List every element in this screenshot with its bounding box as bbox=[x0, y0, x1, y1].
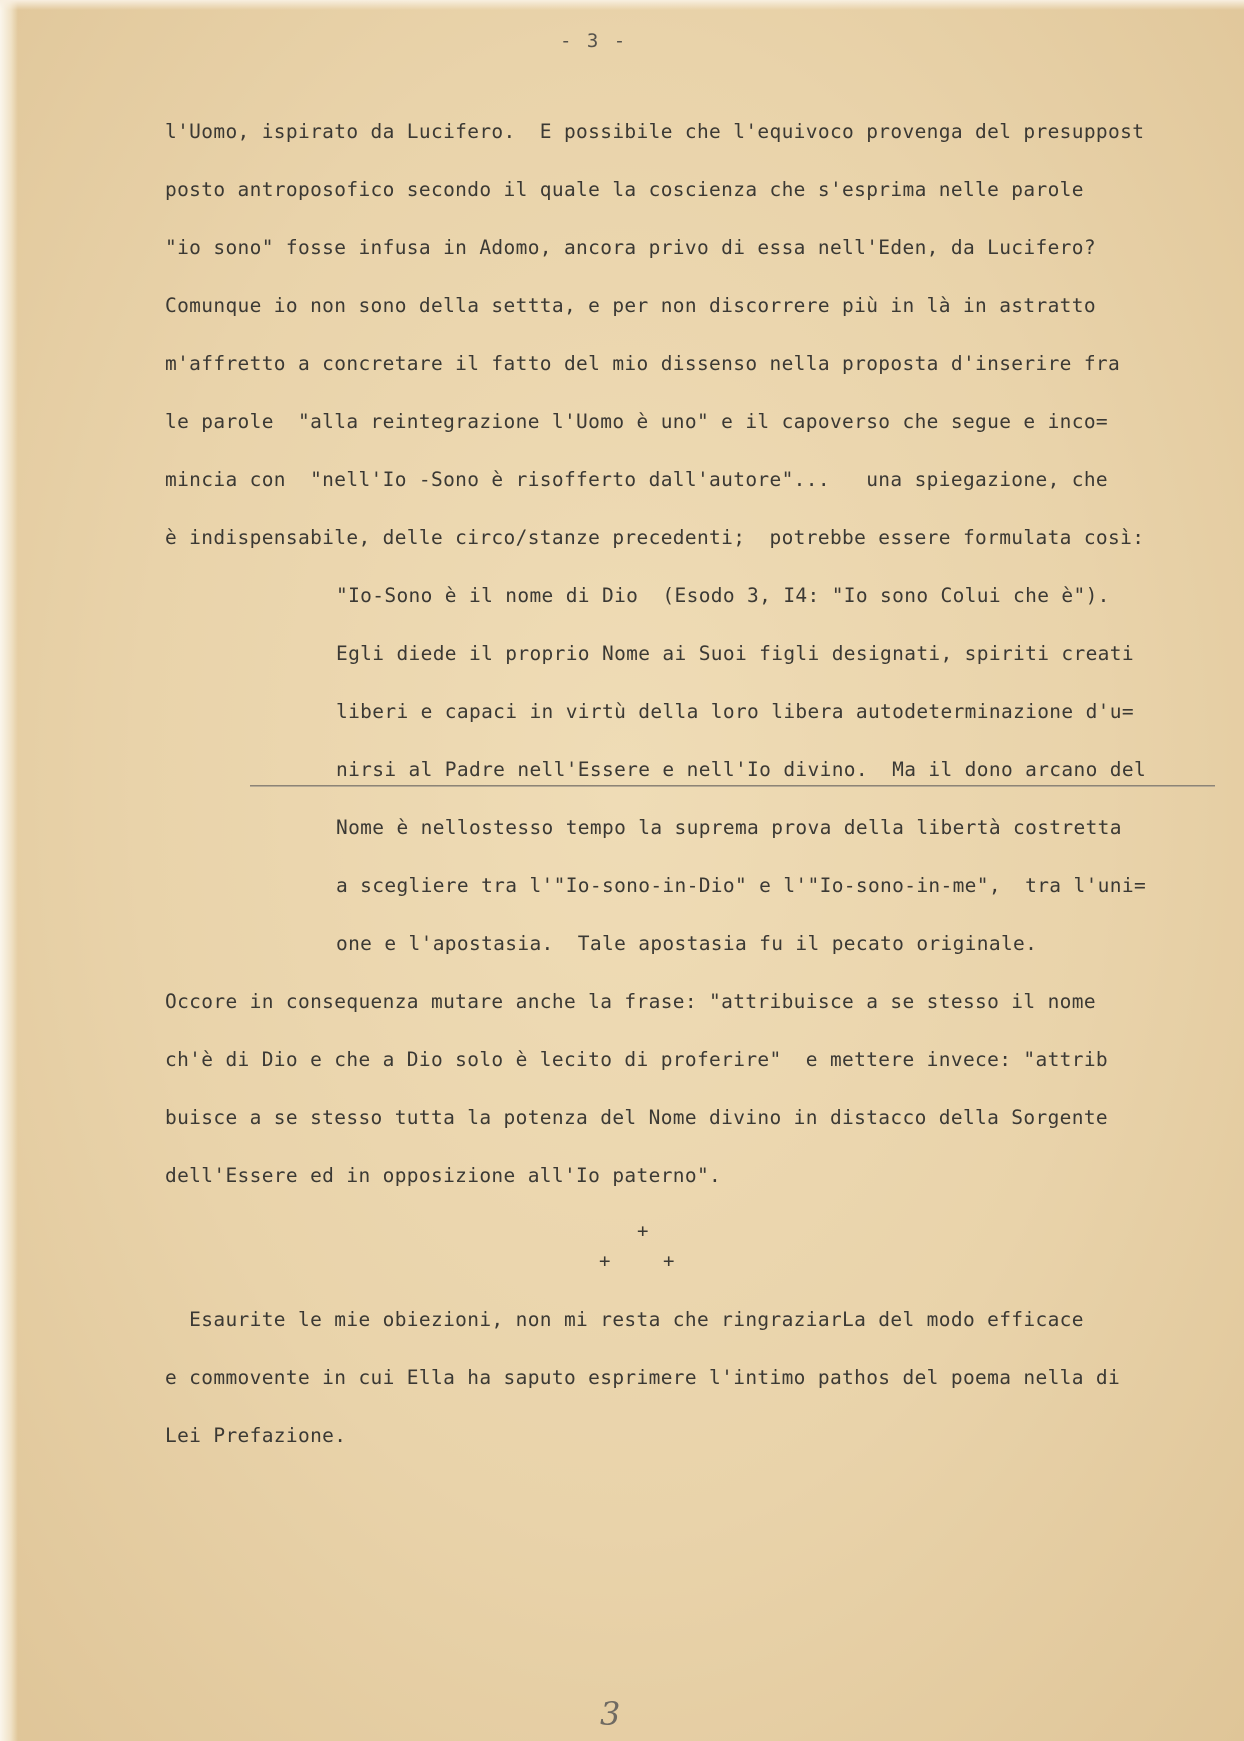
text-line: dell'Essere ed in opposizione all'Io paterno". bbox=[165, 1164, 722, 1187]
text-line: "io sono" fosse infusa in Adomo, ancora privo di essa nell'Eden, da Lucifero? bbox=[165, 236, 1096, 259]
text-line: è indispensabile, delle circo/stanze precedenti; potrebbe essere formulata così: bbox=[165, 526, 1145, 549]
paper-top-edge bbox=[0, 0, 1244, 10]
quote-line: Egli diede il proprio Nome ai Suoi figli designati, spiriti creati bbox=[336, 642, 1134, 665]
text-line: Lei Prefazione. bbox=[165, 1424, 347, 1447]
text-line: buisce a se stesso tutta la potenza del Nome divino in distacco della Sorgente bbox=[165, 1106, 1109, 1129]
text-line: posto antroposofico secondo il quale la coscienza che s'esprima nelle parole bbox=[165, 178, 1084, 201]
text-line: Occore in consequenza mutare anche la frase: "attribuisce a se stesso il nome bbox=[165, 990, 1096, 1013]
text-line: mincia con "nell'Io -Sono è risofferto dall'autore"... una spiegazione, che bbox=[165, 468, 1109, 491]
text-line: l'Uomo, ispirato da Lucifero. E possibile che l'equivoco provenga del presuppost bbox=[165, 120, 1145, 143]
text-line: Esaurite le mie obiezioni, non mi resta che ringraziarLa del modo efficace bbox=[165, 1308, 1084, 1331]
quote-line: nirsi al Padre nell'Essere e nell'Io divino. Ma il dono arcano del bbox=[336, 758, 1147, 781]
text-line: Comunque io non sono della settta, e per non discorrere più in là in astratto bbox=[165, 294, 1096, 317]
quote-line: "Io-Sono è il nome di Dio (Esodo 3, I4: "Io sono Colui che è"). bbox=[336, 584, 1110, 607]
quote-line: one e l'apostasia. Tale apostasia fu il pecato originale. bbox=[336, 932, 1038, 955]
quote-line: a scegliere tra l'"Io-sono-in-Dio" e l'"Io-sono-in-me", tra l'uni= bbox=[336, 874, 1147, 897]
separator-cross: + bbox=[599, 1250, 611, 1272]
text-line: e commovente in cui Ella ha saputo esprimere l'intimo pathos del poema nella di bbox=[165, 1366, 1121, 1389]
text-line: m'affretto a concretare il fatto del mio dissenso nella proposta d'inserire fra bbox=[165, 352, 1121, 375]
text-line: le parole "alla reintegrazione l'Uomo è uno" e il capoverso che segue e inco= bbox=[165, 410, 1109, 433]
quote-line: liberi e capaci in virtù della loro libera autodeterminazione d'u= bbox=[336, 700, 1134, 723]
text-line: ch'è di Dio e che a Dio solo è lecito di proferire" e mettere invece: "attrib bbox=[165, 1048, 1109, 1071]
quote-line: Nome è nellostesso tempo la suprema prova della libertà costretta bbox=[336, 816, 1122, 839]
handwritten-page-number: 3 bbox=[600, 1695, 621, 1733]
paper-edge bbox=[0, 0, 18, 1741]
separator-cross: + bbox=[637, 1220, 649, 1242]
underline-rule bbox=[250, 785, 1215, 787]
page-number: - 3 - bbox=[560, 30, 628, 52]
separator-cross: + bbox=[663, 1250, 675, 1272]
